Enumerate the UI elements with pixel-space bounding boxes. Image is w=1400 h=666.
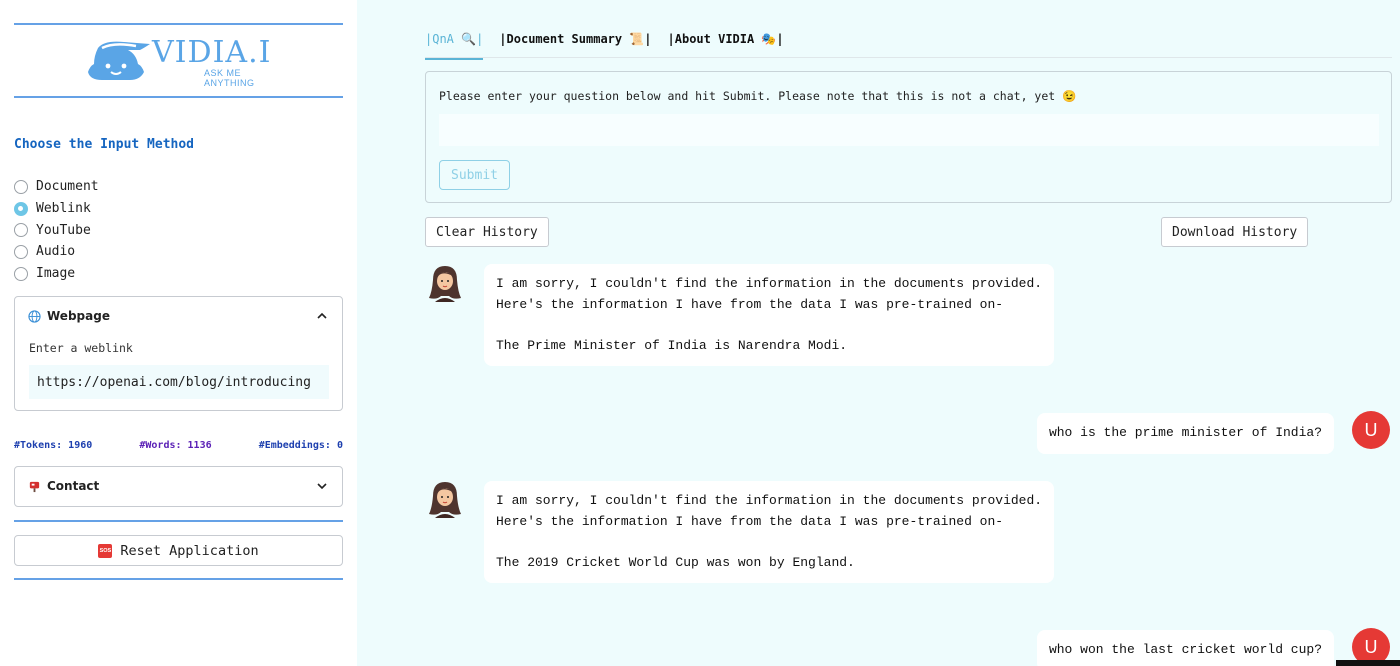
radio-button[interactable] — [14, 223, 28, 237]
logo-tagline: ASK ME ANYTHING — [204, 68, 255, 88]
bot-message-bubble — [484, 264, 1054, 366]
chevron-down-icon[interactable] — [314, 478, 330, 494]
message-line: Here's the information I have from the data I was pre-trained on- — [496, 513, 1004, 529]
input-method-title: Choose the Input Method — [14, 137, 195, 152]
main-panel — [357, 0, 1400, 666]
tab-underline — [425, 57, 1392, 58]
tab-about-vidia[interactable]: |About VIDIA 🎭| — [667, 32, 784, 46]
chevron-up-icon[interactable] — [314, 308, 330, 324]
globe-icon — [27, 309, 41, 323]
radio-audio[interactable] — [14, 241, 99, 263]
message-line: The 2019 Cricket World Cup was won by England. — [496, 554, 855, 570]
question-form — [425, 71, 1392, 203]
app-logo — [84, 35, 284, 88]
message-line — [496, 532, 1042, 553]
words-count: #Words: 1136 — [139, 440, 212, 451]
input-method-radio-group — [14, 176, 99, 284]
mailbox-icon — [27, 479, 41, 493]
radio-button[interactable] — [14, 245, 28, 259]
contact-expander-title: Contact — [47, 479, 100, 493]
embeddings-count: #Embeddings: 0 — [258, 440, 343, 451]
reset-application-button[interactable] — [14, 535, 343, 566]
message-line: I am sorry, I couldn't find the information in the documents provided. — [496, 276, 1043, 291]
submit-button[interactable]: Submit — [439, 160, 510, 190]
weblink-input[interactable] — [29, 365, 329, 399]
contact-expander-header[interactable] — [15, 467, 342, 505]
message-line: Here's the information I have from the data I was pre-trained on- — [496, 296, 1004, 312]
message-line: who is the prime minister of India? — [1048, 425, 1322, 440]
radio-button[interactable] — [14, 180, 28, 194]
webpage-expander-title: Webpage — [47, 309, 110, 323]
weblink-field-label: Enter a weblink — [29, 341, 133, 355]
tab-document-summary[interactable]: |Document Summary 📜| — [499, 32, 652, 46]
user-avatar: U — [1352, 411, 1390, 449]
divider — [14, 23, 343, 25]
tab-qna[interactable]: |QnA 🔍| — [425, 28, 483, 60]
tokens-count: #Tokens: 1960 — [14, 440, 93, 451]
radio-label: Document — [36, 179, 99, 195]
webpage-expander-header[interactable] — [15, 297, 342, 335]
webpage-expander — [14, 296, 343, 411]
contact-expander — [14, 466, 343, 507]
reset-label: Reset Application — [120, 542, 259, 559]
message-line: who won the last cricket world cup? — [1048, 642, 1322, 657]
message-line: The Prime Minister of India is Narendra Modi. — [496, 337, 848, 353]
radio-youtube[interactable] — [14, 219, 99, 241]
divider — [14, 520, 343, 522]
user-message-bubble — [1037, 630, 1334, 666]
sidebar — [0, 0, 357, 666]
clear-history-button[interactable]: Clear History — [425, 217, 549, 247]
radio-button[interactable] — [14, 267, 28, 281]
download-history-button[interactable]: Download History — [1161, 217, 1308, 247]
radio-button-selected[interactable] — [14, 202, 28, 216]
question-prompt: Please enter your question below and hit Submit. Please note that this is not a chat, yet 😉 — [439, 89, 1077, 103]
stats-row — [14, 440, 343, 451]
question-input[interactable] — [439, 114, 1379, 146]
divider — [14, 96, 343, 98]
bot-avatar-icon — [427, 264, 463, 302]
radio-label: Audio — [36, 244, 76, 260]
radio-weblink[interactable] — [14, 198, 99, 220]
bot-message-bubble — [484, 481, 1054, 583]
message-line: I am sorry, I couldn't find the information in the documents provided. — [496, 493, 1043, 508]
radio-image[interactable] — [14, 263, 99, 285]
tab-bar — [425, 28, 800, 60]
radio-label: Weblink — [36, 201, 91, 217]
sos-icon: SOS — [98, 544, 112, 558]
radio-label: YouTube — [36, 222, 91, 238]
divider — [14, 578, 343, 580]
radio-document[interactable] — [14, 176, 99, 198]
logo-text: VIDIA.I — [152, 35, 272, 70]
user-message-bubble — [1037, 413, 1334, 454]
mascot-icon — [84, 38, 154, 82]
status-bar-fragment — [1336, 660, 1400, 666]
radio-label: Image — [36, 266, 76, 282]
user-avatar: U — [1352, 628, 1390, 666]
bot-avatar-icon — [427, 480, 463, 518]
message-line — [496, 315, 1042, 336]
